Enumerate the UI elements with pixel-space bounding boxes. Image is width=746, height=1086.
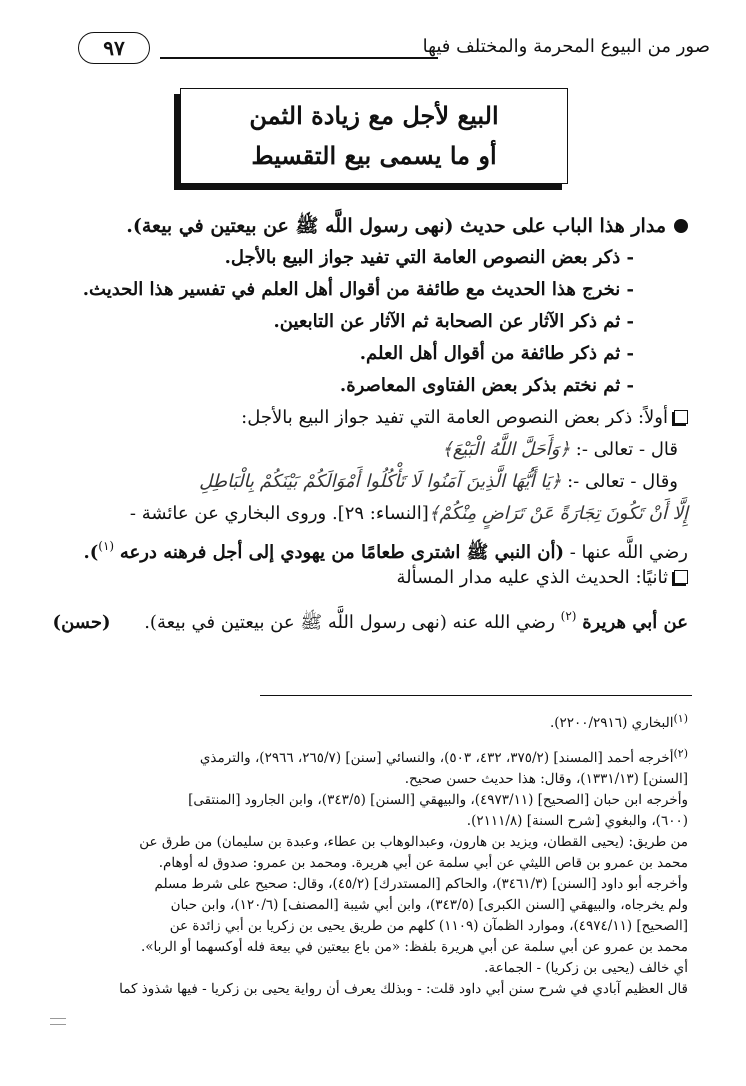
hadith-grade: (حسن) [52,612,111,633]
margin-mark [50,1024,66,1025]
footnote-separator [260,695,692,696]
footnote-line: من طريق: (يحيى القطان، ويزيد بن هارون، وعبدالوهاب بن عطاء، وعبدة بن سليمان) من طرق عن [139,834,688,850]
footnote-text: أخرجه أحمد [المسند] (٣٧٥/٢، ٤٣٢، ٥٠٣)، والنسائي [سنن] (٢٦٥/٧، ٢٩٦٦)، والترمذي [199,750,674,766]
square-bullet-icon [674,410,688,424]
footnote-text: البخاري (٢٢٠٠/٢٩١٦). [549,715,674,731]
footnote-line: ولم يخرجاه، والبيهقي [السنن الكبرى] (٣٤٣/٥)، وابن أبي شيبة [المصنف] (١٢٠/٦)، وابن حبان [170,897,688,913]
verse-2-cont-line [20,498,688,530]
chapter-title-box [180,88,568,184]
bullet-icon [674,219,688,233]
square-bullet-icon [674,570,688,584]
hadith-narrator: عن أبي هريرة [582,612,688,633]
footnote-number: (١) [673,712,688,725]
footnote-line: وأخرجه أبو داود [السنن] (٣٤٦١/٣)، والحاكم [المستدرك] (٤٥/٢)، وقال: صحيح على شرط مسلم [154,876,688,892]
footnote-line: قال العظيم آبادي في شرح سنن أبي داود قلت: - وبذلك يعرف أن رواية يحيى بن زكريا - فيها شذوذ كما [119,981,688,997]
verse-1: ﴿وَأَحَلَّ اللَّهُ الْبَيْعَ﴾ [442,439,571,460]
outline-item: - ثم ذكر الآثار عن الصحابة ثم الآثار عن التابعين. [273,311,634,332]
verse-2-part-2: إِلَّا أَنْ تَكُونَ تِجَارَةً عَنْ تَرَاضٍ مِنْكُمْ﴾ [428,503,688,524]
footnote-line: أي خالف (يحيى بن زكريا) - الجماعة. [484,960,688,976]
footnote-line: (٦٠٠)، والبغوي [شرح السنة] (٢١١١/٨). [466,813,688,829]
section-1-heading-line [20,402,688,434]
verse-2-line [20,466,688,498]
footnote-line: [السنن] (١٣٣١/١٣)، وقال: هذا حديث حسن صحيح. [404,771,688,787]
outline-item: - ثم نختم بذكر بعض الفتاوى المعاصرة. [339,375,634,396]
margin-mark [50,1018,66,1019]
aisha-prefix: رضي اللَّه عنها - [564,542,688,563]
footnote-ref-1: (١) [98,539,115,553]
footnote-line: وأخرجه ابن حبان [الصحيح] (٤٩٧٣/١١)، والبيهقي [السنن] (٣٤٣/٥)، وابن الجارود [المنتقى] [188,792,688,808]
aisha-hadith-line [20,530,688,562]
footnote-line: [الصحيح] (٤٩٧٤/١١)، وموارد الظمآن (١١٠٩) كلهم من طريق يحيى بن زكريا بن أبي زائدة عن [169,918,688,934]
running-title: صور من البيوع المحرمة والمختلف فيها [422,36,710,57]
intro-text: مدار هذا الباب على حديث (نهى رسول اللَّه ﷺ عن بيعتين في بيعة). [126,215,666,237]
running-header [78,30,710,70]
aisha-hadith: (أن النبي ﷺ اشترى طعامًا من يهودي إلى أجل فرهنه درعه [119,542,564,563]
footnote-line: محمد بن عمرو بن قاص الليثي عن أبي سلمة عن أبي هريرة. ومحمد بن عمرو: صدوق له أوهام. [158,855,688,871]
chapter-title-line-2: أو ما يسمى بيع التقسيط [251,141,497,170]
section-2-heading-line [20,562,688,594]
footnotes [20,708,688,1000]
outline-item: - ثم ذكر طائفة من أقوال أهل العلم. [359,343,634,364]
verse-1-line [20,434,688,466]
outline-item: - نخرج هذا الحديث مع طائفة من أقوال أهل العلم في تفسير هذا الحديث. [82,279,634,300]
footnote-line: محمد بن عمرو عن أبي سلمة عن أبي هريرة بلفظ: «من باع بيعتين في بيعة فله أوكسهما أو الربا». [140,939,688,955]
footnote-line [20,708,688,734]
main-hadith-line [20,600,688,632]
footnote-line [20,743,688,769]
outline-item: - ذكر بعض النصوص العامة التي تفيد جواز البيع بالأجل. [224,247,634,268]
verse-2-ref: [النساء: ٢٩]. وروى البخاري عن عائشة - [129,503,429,524]
body-text [20,210,688,632]
section-2-heading: ثانيًا: الحديث الذي عليه مدار المسألة [396,567,668,588]
verse-1-intro: قال - تعالى -: [575,439,678,460]
verse-2-intro: وقال - تعالى -: [567,471,678,492]
chapter-title-line-1: البيع لأجل مع زيادة الثمن [249,101,499,130]
hadith-text: رضي الله عنه (نهى رسول اللَّه ﷺ عن بيعتين في بيعة). [144,612,555,633]
footnote-ref-2: (٢) [560,609,577,623]
footnote-number: (٢) [673,747,688,760]
page-number: ٩٧ [78,32,150,64]
intro-line [20,210,688,242]
header-rule [160,57,438,59]
verse-2-part-1: ﴿يَا أَيُّهَا الَّذِينَ آمَنُوا لَا تَأْكُلُوا أَمْوَالَكُمْ بَيْنَكُمْ بِالْبَاطِلِ [199,471,562,492]
aisha-hadith-end: ). [83,542,99,563]
section-1-heading: أولاً: ذكر بعض النصوص العامة التي تفيد جواز البيع بالأجل: [241,407,668,428]
